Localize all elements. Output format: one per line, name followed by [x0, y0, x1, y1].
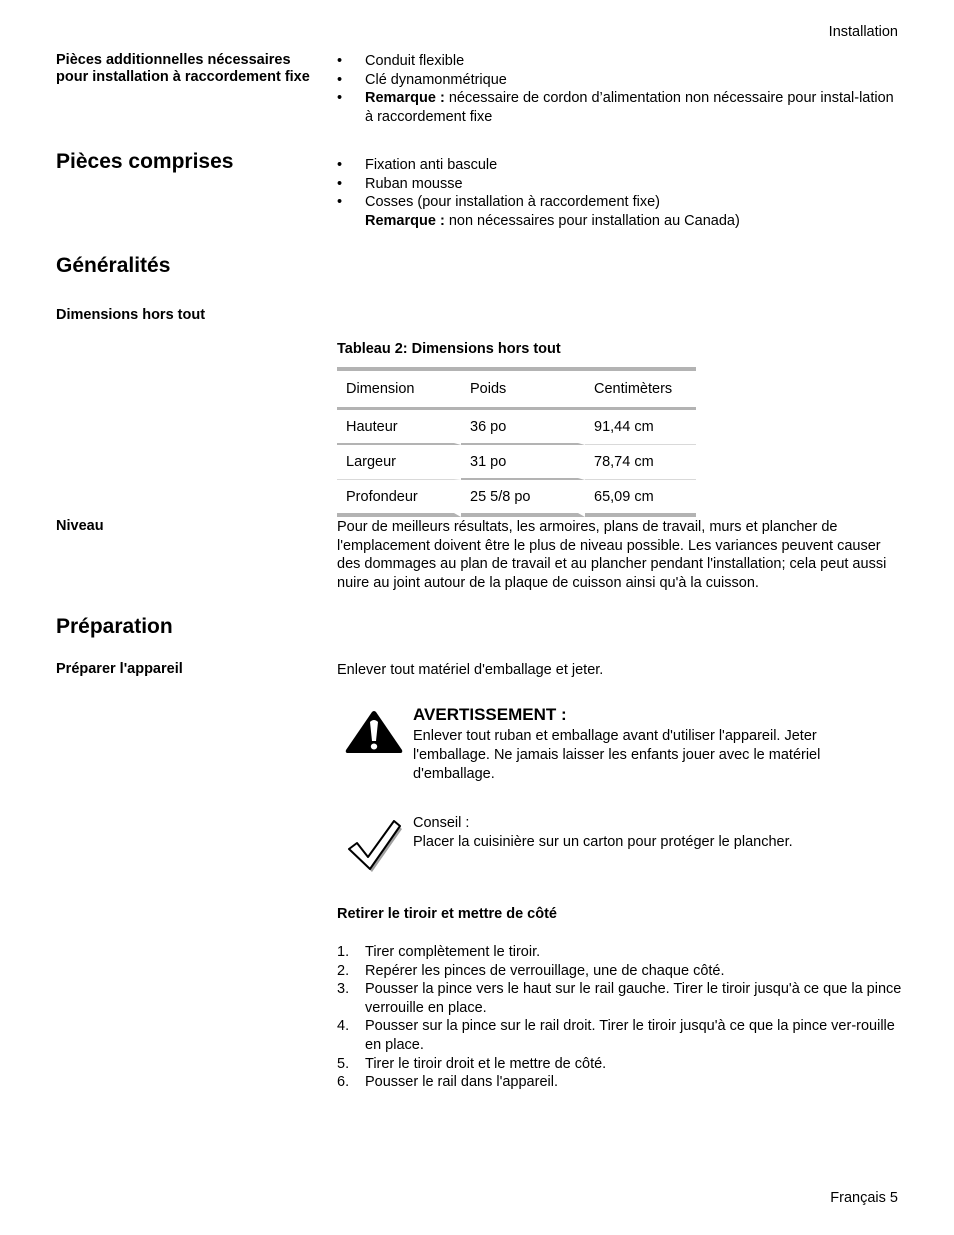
table-cell: Largeur: [337, 445, 461, 480]
list-item: • Clé dynamonmétrique: [337, 71, 507, 88]
table-cell: 36 po: [461, 410, 585, 445]
step-item: 1. Tirer complètement le tiroir.: [337, 944, 541, 960]
note-text: nécessaire de cordon d’alimentation non nécessaire pour instal-lation à raccordement fixe: [365, 90, 894, 125]
header-cell: Dimension: [337, 367, 461, 410]
table-row: [337, 410, 696, 445]
table-header-row: [337, 367, 696, 410]
warning-title: AVERTISSEMENT :: [413, 705, 567, 724]
additional-parts-list: [337, 52, 902, 126]
list-item: • Remarque : nécessaire de cordon d’alimentation non nécessaire pour instal-lation à raccordement fixe: [337, 90, 894, 125]
note-label: Remarque :: [365, 90, 445, 107]
warning-triangle-icon: [344, 710, 404, 754]
step-item: 4. Pousser sur la pince sur le rail droit. Tirer le tiroir jusqu'à ce que la pince ver-rouille en place.: [337, 1018, 895, 1053]
step-item: 2. Repérer les pinces de verrouillage, une de chaque côté.: [337, 962, 725, 979]
preparation-heading: Préparation: [56, 615, 173, 638]
list-item: • Conduit flexible: [337, 53, 465, 69]
list-item: • Ruban mousse: [337, 175, 463, 192]
table-cell: Profondeur: [337, 480, 461, 517]
prepare-appliance-label: Préparer l'appareil: [56, 661, 183, 677]
running-header: Installation: [828, 24, 898, 40]
step-item: 5. Tirer le tiroir droit et le mettre de côté.: [337, 1055, 607, 1072]
prepare-appliance-text: Enlever tout matériel d'emballage et jeter.: [337, 662, 604, 678]
table-cell: 78,74 cm: [585, 445, 696, 480]
note-label: Remarque :: [365, 212, 445, 229]
header-cell: Centimèters: [585, 367, 696, 410]
included-parts-list: [337, 156, 902, 230]
step-item: 6. Pousser le rail dans l'appareil.: [337, 1074, 558, 1091]
table-row: [337, 480, 696, 517]
niveau-label: Niveau: [56, 518, 104, 534]
list-item: • Cosses (pour installation à raccordement fixe) Remarque : non nécessaires pour installation au Canada): [337, 194, 740, 229]
warning-text: Enlever tout ruban et emballage avant d'utiliser l'appareil. Jeter l'emballage. Ne jamais laisser les enfants jouer avec le matériel d'emballage.: [413, 728, 821, 782]
included-parts-heading: Pièces comprises: [56, 150, 234, 173]
table-row: [337, 445, 696, 480]
tip-text: Placer la cuisinière sur un carton pour protéger le plancher.: [413, 834, 793, 850]
step-item: 3. Pousser la pince vers le haut sur le rail gauche. Tirer le tiroir jusqu'à ce que la pince verrouille en place.: [337, 981, 902, 1016]
note-text: non nécessaires pour installation au Canada): [448, 212, 740, 229]
drawer-heading: Retirer le tiroir et mettre de côté: [337, 906, 557, 922]
checkmark-icon: [346, 820, 404, 876]
table-cell: 65,09 cm: [585, 480, 696, 517]
tip-title: Conseil :: [413, 815, 470, 831]
additional-parts-heading: Pièces additionnelles nécessaires pour installation à raccordement fixe: [56, 52, 310, 85]
table-cell: Hauteur: [337, 410, 461, 445]
table-cell: 31 po: [461, 445, 585, 480]
niveau-text: Pour de meilleurs résultats, les armoires, plans de travail, murs et plancher de l'emplacement doivent être le plus de niveau possible. Les variances peuvent causer des dommages au plan de travail et au plancher pendant l'installation; cela peut aussi nuire au joint autour de la plaque de cuisson ainsi qu'à la cuisson.: [337, 519, 887, 591]
drawer-steps: [337, 943, 902, 1092]
table-cell: 91,44 cm: [585, 410, 696, 445]
list-item: • Fixation anti bascule: [337, 157, 498, 173]
page-footer: Français 5: [830, 1190, 898, 1206]
generalites-heading: Généralités: [56, 254, 171, 277]
table-caption: Tableau 2: Dimensions hors tout: [337, 341, 561, 357]
table-cell: 25 5/8 po: [461, 480, 585, 517]
dimensions-label: Dimensions hors tout: [56, 307, 206, 323]
header-cell: Poids: [461, 367, 585, 410]
dimensions-table: [337, 367, 696, 517]
